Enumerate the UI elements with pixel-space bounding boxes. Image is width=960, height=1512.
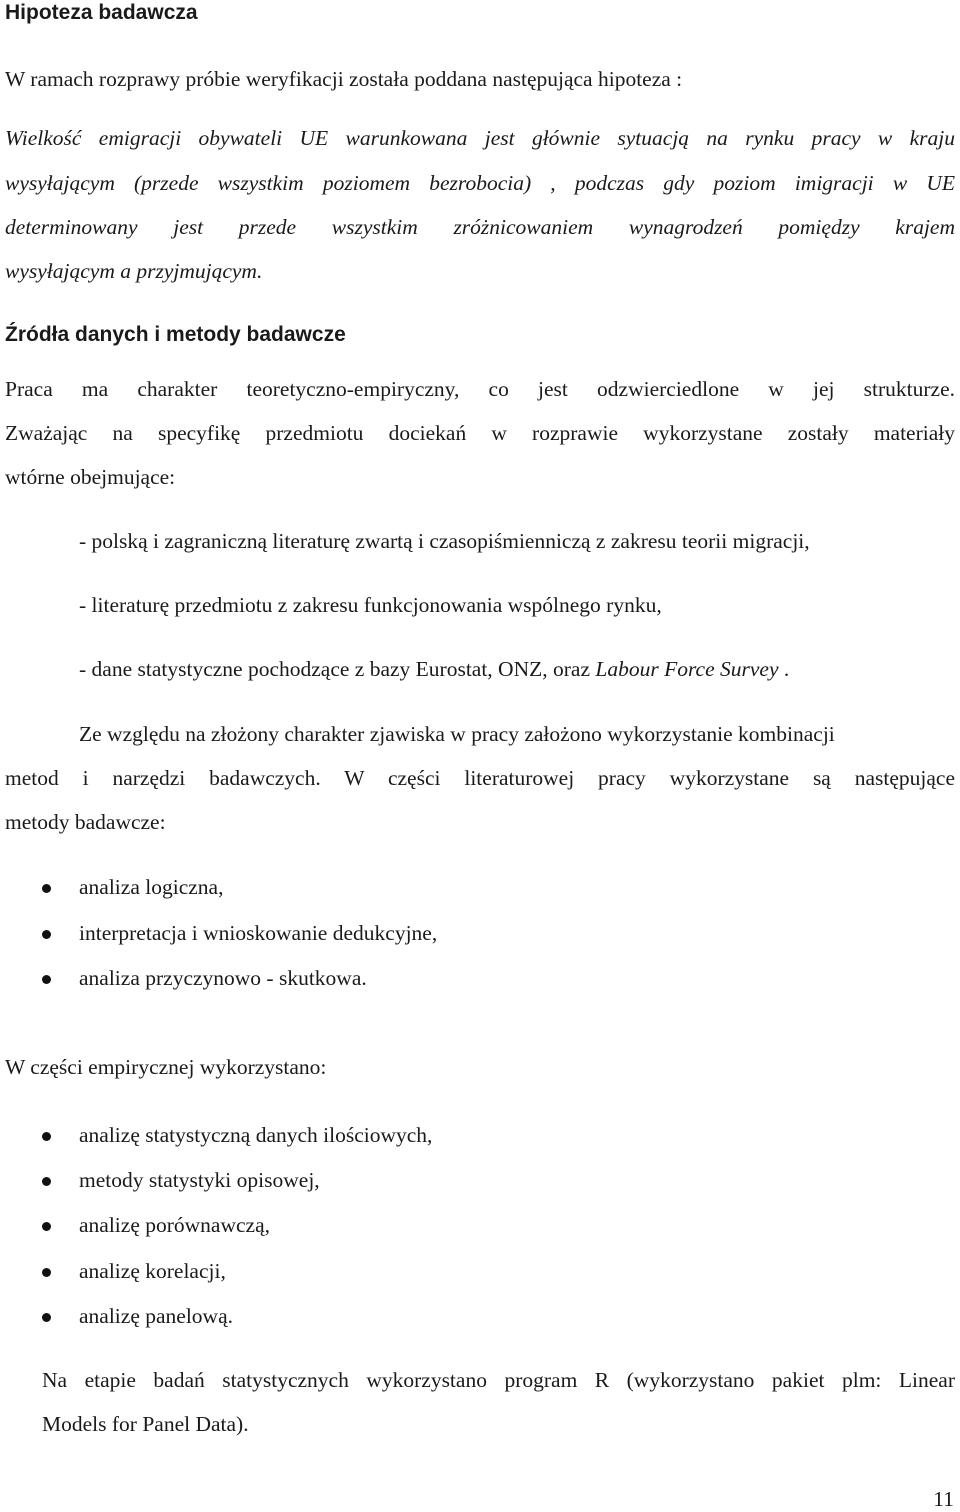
page-number: 11: [933, 1487, 954, 1511]
list-item: [79, 657, 789, 682]
hypothesis-line: determinowany jest przede wszystkim zróżnicowaniem wynagrodzeń pomiędzy krajem: [5, 215, 955, 239]
list-item: interpretacja i wnioskowanie dedukcyjne,: [79, 921, 438, 945]
bullet-icon: [42, 1313, 51, 1322]
bullet-icon: [42, 1222, 51, 1231]
bullet-icon: [42, 1132, 51, 1141]
list-item: analizę porównawczą,: [79, 1213, 271, 1237]
bullet-icon: [42, 1177, 51, 1186]
bullet-icon: [42, 884, 51, 893]
list-item: analizę statystyczną danych ilościowych,: [79, 1123, 433, 1147]
survey-name: Labour Force Survey: [595, 657, 779, 681]
hypothesis-line: Wielkość emigracji obywateli UE warunkowana jest głównie sytuacją na rynku pracy w kraju: [5, 126, 955, 150]
paragraph-line: Ze względu na złożony charakter zjawiska w pracy założono wykorzystanie kombinacji: [79, 722, 835, 746]
heading-hypothesis: Hipoteza badawcza: [5, 1, 198, 24]
bullet-icon: [42, 975, 51, 984]
paragraph-line: metod i narzędzi badawczych. W części literaturowej pracy wykorzystane są następujące: [5, 766, 955, 790]
list-item: analizę panelową.: [79, 1304, 233, 1328]
paragraph-line: metody badawcze:: [5, 810, 166, 834]
intro-text: W ramach rozprawy próbie weryfikacji została poddana następująca hipoteza :: [5, 67, 683, 91]
list-item: analiza przyczynowo - skutkowa.: [79, 966, 367, 990]
paragraph-line: Praca ma charakter teoretyczno-empiryczny, co jest odzwierciedlone w jej strukturze.: [5, 377, 955, 401]
list-item-text: - dane statystyczne pochodzące z bazy Eurostat, ONZ, oraz: [79, 657, 596, 681]
list-item: analizę korelacji,: [79, 1259, 226, 1283]
list-item-text: .: [778, 657, 790, 681]
hypothesis-line: wysyłającym a przyjmującym.: [5, 259, 263, 283]
list-item: - literaturę przedmiotu z zakresu funkcjonowania wspólnego rynku,: [79, 593, 662, 617]
paragraph-line: Models for Panel Data).: [42, 1412, 249, 1436]
list-item: analiza logiczna,: [79, 875, 224, 899]
list-item: metody statystyki opisowej,: [79, 1168, 320, 1192]
heading-sources: Źródła danych i metody badawcze: [5, 323, 346, 346]
bullet-icon: [42, 1268, 51, 1277]
empirical-intro: W części empirycznej wykorzystano:: [5, 1055, 327, 1079]
paragraph-line: Na etapie badań statystycznych wykorzystano program R (wykorzystano pakiet plm: Linear: [42, 1368, 955, 1392]
bullet-icon: [42, 930, 51, 939]
hypothesis-line: wysyłającym (przede wszystkim poziomem bezrobocia) , podczas gdy poziom imigracji w UE: [5, 171, 955, 195]
paragraph-line: Zważając na specyfikę przedmiotu dociekań w rozprawie wykorzystane zostały materiały: [5, 421, 955, 445]
paragraph-line: wtórne obejmujące:: [5, 465, 176, 489]
list-item: - polską i zagraniczną literaturę zwartą i czasopiśmienniczą z zakresu teorii migracji,: [79, 529, 810, 553]
